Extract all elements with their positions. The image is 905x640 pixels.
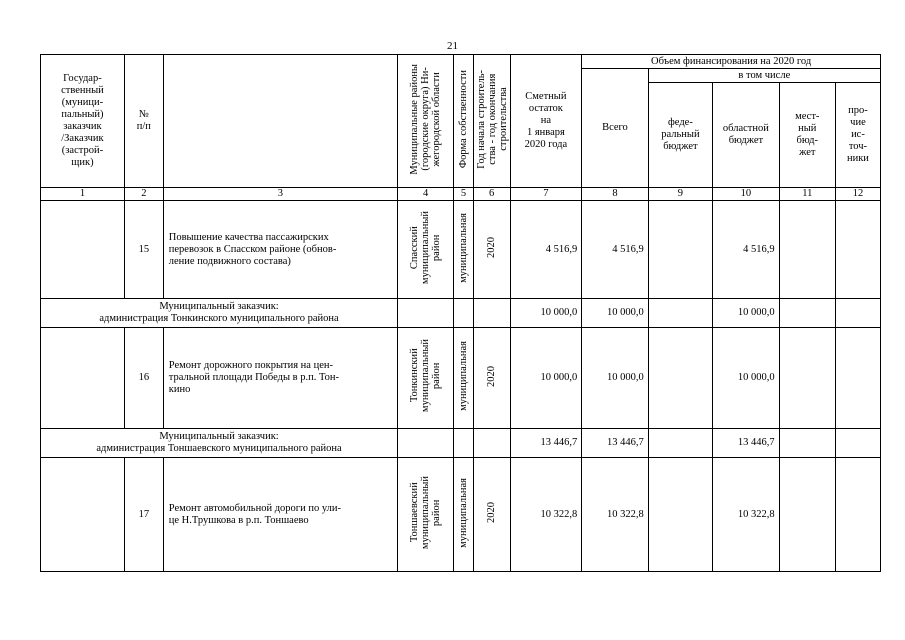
row16-ownership	[454, 328, 473, 429]
header-including: в том числе	[648, 69, 880, 83]
row16-local	[779, 328, 835, 429]
summary-tonkino-total: 10 000,0	[582, 299, 649, 328]
row17-other	[835, 458, 880, 572]
financing-table	[40, 54, 881, 572]
col-num-8: 8	[582, 188, 649, 201]
row16-year	[473, 328, 510, 429]
col-num-9: 9	[648, 188, 712, 201]
row17-local	[779, 458, 835, 572]
row16-total: 10 000,0	[582, 328, 649, 429]
row16-ownership-text: муниципальная	[458, 341, 470, 411]
row15-federal	[648, 201, 712, 299]
table-row-summary	[41, 429, 881, 458]
header-num: № п/п	[124, 55, 163, 188]
row16-other	[835, 328, 880, 429]
row17-federal	[648, 458, 712, 572]
summary-tonshaevo-regional: 13 446,7	[713, 429, 780, 458]
row15-regional: 4 516,9	[713, 201, 780, 299]
col-num-7: 7	[510, 188, 582, 201]
row17-balance: 10 322,8	[510, 458, 582, 572]
row16-district	[398, 328, 454, 429]
row16-num: 16	[124, 328, 163, 429]
row17-regional: 10 322,8	[713, 458, 780, 572]
header-regional: областной бюджет	[713, 83, 780, 188]
row17-name: Ремонт автомобильной дороги по ули- це Н.Трушкова в р.п. Тоншаево	[163, 458, 397, 572]
row16-name: Ремонт дорожного покрытия на цен- тральной площади Победы в р.п. Тон- кино	[163, 328, 397, 429]
header-years	[473, 55, 510, 188]
row15-local	[779, 201, 835, 299]
header-ownership-text: Форма собственности	[458, 69, 470, 169]
row15-name: Повышение качества пассажирских перевозок в Спасском районе (обнов- ление подвижного состава)	[163, 201, 397, 299]
row15-customer	[41, 201, 125, 299]
header-district	[398, 55, 454, 188]
header-local: мест- ный бюд- жет	[779, 83, 835, 188]
header-ownership	[454, 55, 473, 188]
col-num-12: 12	[835, 188, 880, 201]
summary-tonkino-local	[779, 299, 835, 328]
row16-year-text: 2020	[486, 365, 498, 387]
summary-tonkino-federal	[648, 299, 712, 328]
header-row-1	[41, 55, 881, 69]
table-row-item	[41, 328, 881, 429]
row17-num: 17	[124, 458, 163, 572]
header-balance: Сметный остаток на 1 января 2020 года	[510, 55, 582, 188]
row15-balance: 4 516,9	[510, 201, 582, 299]
row15-other	[835, 201, 880, 299]
summary-tonkino-year	[473, 299, 510, 328]
col-num-4: 4	[398, 188, 454, 201]
col-num-3: 3	[163, 188, 397, 201]
row15-year-text: 2020	[486, 237, 498, 258]
row15-num: 15	[124, 201, 163, 299]
col-num-1: 1	[41, 188, 125, 201]
summary-tonshaevo-local	[779, 429, 835, 458]
header-district-text: Муниципальные районы (городские округа) Ни- жегородской области	[409, 63, 443, 175]
header-total: Всего	[582, 69, 649, 188]
row16-district-text: Тонкинский муниципальный район	[409, 339, 443, 413]
summary-tonshaevo-total: 13 446,7	[582, 429, 649, 458]
summary-tonkino-district	[398, 299, 454, 328]
summary-tonkino-balance: 10 000,0	[510, 299, 582, 328]
header-years-text: Год начала строитель- ства - год окончания строительства	[475, 69, 509, 169]
row16-regional: 10 000,0	[713, 328, 780, 429]
summary-tonshaevo-district	[398, 429, 454, 458]
summary-tonshaevo-ownership	[454, 429, 473, 458]
header-name	[163, 55, 397, 188]
row16-balance: 10 000,0	[510, 328, 582, 429]
summary-tonshaevo-federal	[648, 429, 712, 458]
table-row-summary	[41, 299, 881, 328]
row16-federal	[648, 328, 712, 429]
summary-tonkino-other	[835, 299, 880, 328]
table-row-item	[41, 201, 881, 299]
row15-year	[473, 201, 510, 299]
row17-year	[473, 458, 510, 572]
row15-ownership	[454, 201, 473, 299]
row17-ownership-text: муниципальная	[458, 477, 470, 548]
row17-ownership	[454, 458, 473, 572]
col-num-10: 10	[713, 188, 780, 201]
row17-customer	[41, 458, 125, 572]
summary-tonshaevo: Муниципальный заказчик: администрация Тоншаевского муниципального района	[41, 429, 398, 458]
header-federal: феде- ральный бюджет	[648, 83, 712, 188]
row16-customer	[41, 328, 125, 429]
summary-tonkino: Муниципальный заказчик: администрация Тонкинского муниципального района	[41, 299, 398, 328]
summary-tonkino-regional: 10 000,0	[713, 299, 780, 328]
row15-total: 4 516,9	[582, 201, 649, 299]
col-num-11: 11	[779, 188, 835, 201]
summary-tonkino-ownership	[454, 299, 473, 328]
row17-year-text: 2020	[486, 502, 498, 523]
table-row-item	[41, 458, 881, 572]
summary-tonshaevo-year	[473, 429, 510, 458]
summary-tonshaevo-balance: 13 446,7	[510, 429, 582, 458]
header-other: про- чие ис- точ- ники	[835, 83, 880, 188]
summary-tonshaevo-other	[835, 429, 880, 458]
col-num-6: 6	[473, 188, 510, 201]
page-number: 21	[447, 40, 458, 52]
row17-district-text: Тоншаевский муниципальный район	[409, 475, 443, 550]
column-number-row	[41, 188, 881, 201]
row15-ownership-text: муниципальная	[458, 212, 470, 283]
col-num-5: 5	[454, 188, 473, 201]
row15-district-text: Спасский муниципальный район	[409, 210, 443, 285]
header-customer: Государ- ственный (муници- пальный) заказчик /Заказчик (застрой- щик)	[41, 55, 125, 188]
header-financing: Объем финансирования на 2020 год	[582, 55, 881, 69]
row15-district	[398, 201, 454, 299]
row17-total: 10 322,8	[582, 458, 649, 572]
row17-district	[398, 458, 454, 572]
col-num-2: 2	[124, 188, 163, 201]
